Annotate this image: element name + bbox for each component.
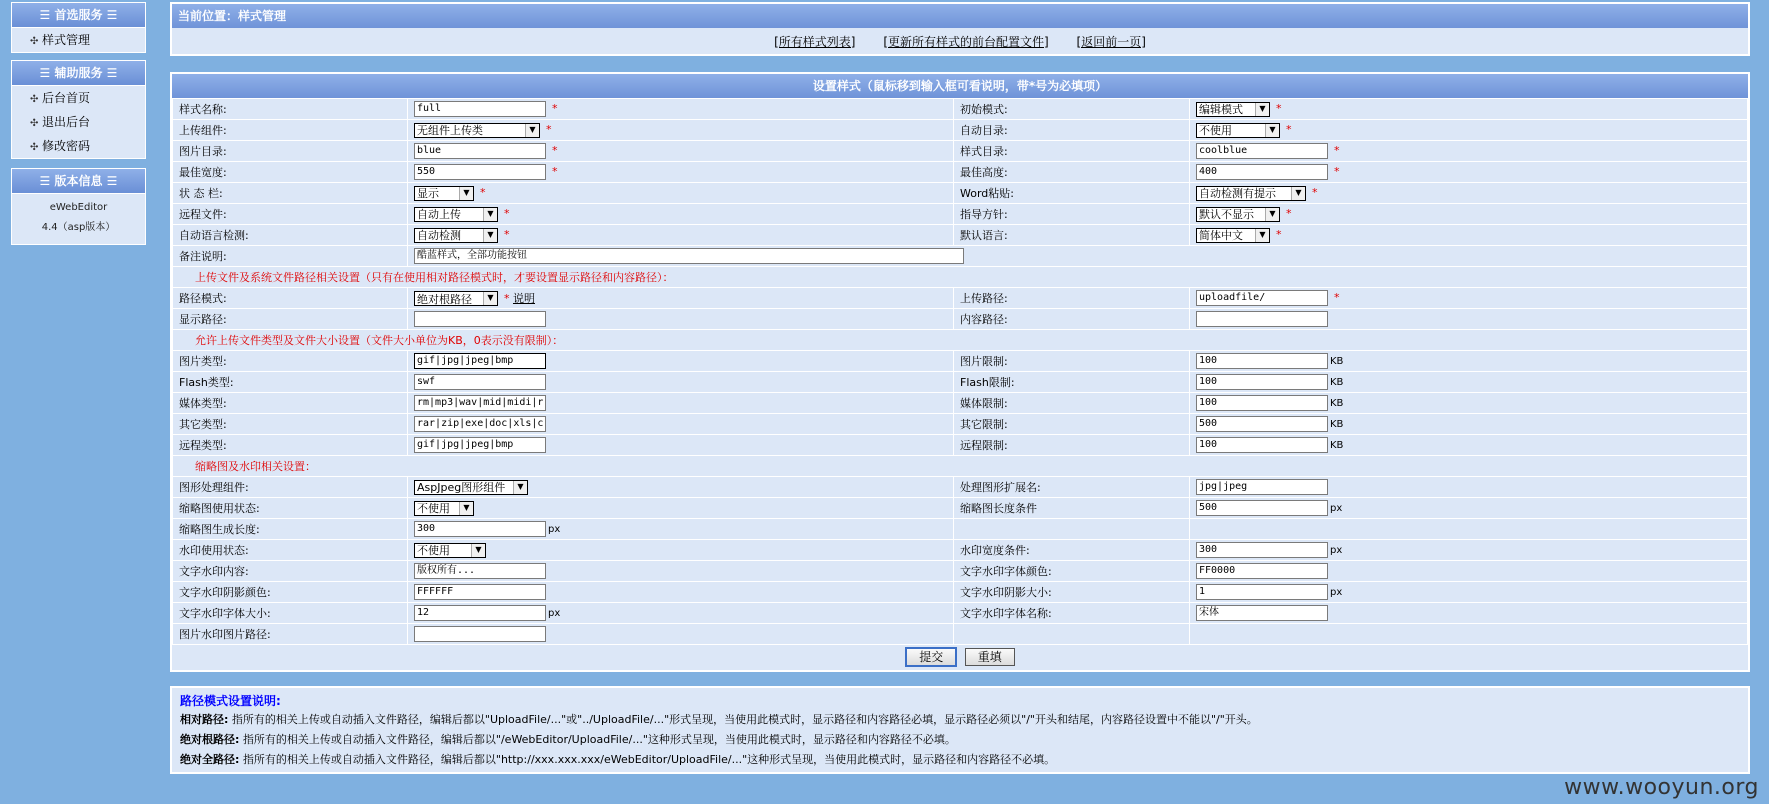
table-row: 图片水印图片路径: — [173, 624, 1748, 645]
watermark-image-path-input[interactable] — [414, 626, 546, 642]
remark-input[interactable]: 酷蓝样式，全部功能按钮 — [414, 248, 964, 264]
remote-limit-input[interactable]: 100 — [1196, 437, 1328, 453]
table-row: Flash类型: swf Flash限制: 100 KB — [173, 372, 1748, 393]
watermark-width-condition-input[interactable]: 300 — [1196, 542, 1328, 558]
link-go-back[interactable]: [返回前一页] — [1076, 35, 1146, 49]
style-directory-input[interactable]: coolblue — [1196, 143, 1328, 159]
other-limit-input[interactable]: 500 — [1196, 416, 1328, 432]
image-directory-input[interactable]: blue — [414, 143, 546, 159]
watermark-font-color-input[interactable]: FF0000 — [1196, 563, 1328, 579]
graphic-extensions-input[interactable]: jpg|jpeg — [1196, 479, 1328, 495]
site-watermark: www.wooyun.org — [1564, 775, 1759, 800]
table-row: 上传组件: 无组件上传类 ▼ * 自动目录: 不使用 ▼ * — [173, 120, 1748, 141]
auto-directory-select[interactable]: 不使用 ▼ — [1196, 123, 1280, 138]
table-row: 缩略图生成长度: 300 px — [173, 519, 1748, 540]
best-height-input[interactable]: 400 — [1196, 164, 1328, 180]
table-row: 状 态 栏: 显示 ▼ * Word粘贴: 自动检测有提示 ▼ * — [173, 183, 1748, 204]
upload-component-select[interactable]: 无组件上传类 ▼ — [414, 123, 540, 138]
form-title: 设置样式（鼠标移到输入框可看说明，带*号为必填项） — [172, 74, 1748, 98]
chevron-down-icon: ▼ — [525, 124, 539, 137]
default-language-select[interactable]: 简体中文 ▼ — [1196, 228, 1270, 243]
thumbnail-status-select[interactable]: 不使用 ▼ — [414, 501, 474, 516]
table-row: 缩略图使用状态: 不使用 ▼ 缩略图长度条件 500 px — [173, 498, 1748, 519]
chevron-down-icon: ▼ — [459, 502, 473, 515]
chevron-down-icon: ▼ — [513, 481, 527, 494]
remote-file-select[interactable]: 自动上传 ▼ — [414, 207, 498, 222]
guideline-select[interactable]: 默认不显示 ▼ — [1196, 207, 1280, 222]
chevron-down-icon: ▼ — [483, 229, 497, 242]
table-row: 其它类型: rar|zip|exe|doc|xls|c 其它限制: 500 KB — [173, 414, 1748, 435]
media-limit-input[interactable]: 100 — [1196, 395, 1328, 411]
chevron-down-icon: ▼ — [483, 292, 497, 305]
table-row: 路径模式: 绝对根路径 ▼ * 说明 上传路径: uploadfile/ * — [173, 288, 1748, 309]
table-row: 远程类型: gif|jpg|jpeg|bmp 远程限制: 100 KB — [173, 435, 1748, 456]
bullet-icon: ✣ — [30, 118, 39, 129]
sidebar-group-title: ☰ 版本信息 ☰ — [12, 169, 145, 194]
chevron-down-icon: ▼ — [1265, 208, 1279, 221]
status-bar-select[interactable]: 显示 ▼ — [414, 186, 474, 201]
bullet-icon: ✣ — [30, 36, 39, 47]
section-row — [173, 267, 1748, 288]
chevron-down-icon: ▼ — [1255, 103, 1269, 116]
table-row: 最佳宽度: 550 * 最佳高度: 400 * — [173, 162, 1748, 183]
section-row — [173, 330, 1748, 351]
graphics-component-select[interactable]: AspJpeg图形组件 ▼ — [414, 480, 528, 495]
thumbnail-length-input[interactable]: 300 — [414, 521, 546, 537]
table-row: 文字水印字体大小: 12 px 文字水印字体名称: 宋体 — [173, 603, 1748, 624]
flash-limit-input[interactable]: 100 — [1196, 374, 1328, 390]
sidebar-group-auxiliary — [11, 60, 146, 159]
settings-table — [172, 98, 1748, 645]
content-path-input[interactable] — [1196, 311, 1328, 327]
sidebar-group-title: ☰ 辅助服务 ☰ — [12, 61, 145, 86]
sidebar-item-logout[interactable]: ✣ 退出后台 — [12, 110, 145, 134]
submit-button[interactable]: 提交 — [905, 647, 957, 667]
path-mode-help — [170, 686, 1750, 774]
chevron-down-icon: ▼ — [483, 208, 497, 221]
table-row: 图片类型: gif|jpg|jpeg|bmp 图片限制: 100 KB — [173, 351, 1748, 372]
breadcrumb: 当前位置：样式管理 — [172, 4, 1748, 28]
remote-types-input[interactable]: gif|jpg|jpeg|bmp — [414, 437, 546, 453]
image-types-input[interactable]: gif|jpg|jpeg|bmp — [414, 353, 546, 369]
sidebar-group-preferred — [11, 2, 146, 53]
location-panel — [170, 2, 1750, 56]
chevron-down-icon: ▼ — [471, 544, 485, 557]
watermark-font-name-input[interactable]: 宋体 — [1196, 605, 1328, 621]
table-row: 样式名称: full * 初始模式: 编辑模式 ▼ * — [173, 99, 1748, 120]
watermark-status-select[interactable]: 不使用 ▼ — [414, 543, 486, 558]
watermark-shadow-size-input[interactable]: 1 — [1196, 584, 1328, 600]
sidebar-item-change-password[interactable]: ✣ 修改密码 — [12, 134, 145, 158]
link-update-config[interactable]: [更新所有样式的前台配置文件] — [883, 35, 1049, 49]
path-mode-select[interactable]: 绝对根路径 ▼ — [414, 291, 498, 306]
action-links — [172, 28, 1748, 56]
table-row: 备注说明: 酷蓝样式，全部功能按钮 — [173, 246, 1748, 267]
language-detect-select[interactable]: 自动检测 ▼ — [414, 228, 498, 243]
section-title-filetypes: 允许上传文件类型及文件大小设置（文件大小单位为KB，0表示没有限制）： — [173, 330, 1748, 351]
table-row: 媒体类型: rm|mp3|wav|mid|midi|r 媒体限制: 100 KB — [173, 393, 1748, 414]
help-line: 绝对根路径: 指所有的相关上传或自动插入文件路径，编辑后都以"/eWebEditor/UploadFile/..."这种形式呈现，当使用此模式时，显示路径和内容路径不必填。 — [180, 733, 956, 746]
link-all-styles[interactable]: [所有样式列表] — [774, 35, 856, 49]
help-line: 绝对全路径: 指所有的相关上传或自动插入文件路径，编辑后都以"http://xxx.xxx.xxx/eWebEditor/UploadFile/..."这种形式呈现，当使用此模式时，显示路径和内容路径不必填。 — [180, 753, 1056, 766]
help-title: 路径模式设置说明: — [180, 694, 281, 708]
bullet-icon: ✣ — [30, 142, 39, 153]
flash-types-input[interactable]: swf — [414, 374, 546, 390]
sidebar-item-admin-home[interactable]: ✣ 后台首页 — [12, 86, 145, 110]
sidebar-group-title: ☰ 首选服务 ☰ — [12, 3, 145, 28]
section-title-paths: 上传文件及系统文件路径相关设置（只有在使用相对路径模式时，才要设置显示路径和内容路径）： — [173, 267, 1748, 288]
initial-mode-select[interactable]: 编辑模式 ▼ — [1196, 102, 1270, 117]
form-buttons — [172, 645, 1748, 669]
display-path-input[interactable] — [414, 311, 546, 327]
best-width-input[interactable]: 550 — [414, 164, 546, 180]
style-name-input[interactable]: full — [414, 101, 546, 117]
sidebar-group-version — [11, 168, 146, 245]
section-title-thumbnail: 缩略图及水印相关设置： — [173, 456, 1748, 477]
table-row: 自动语言检测: 自动检测 ▼ * 默认语言: 简体中文 ▼ * — [173, 225, 1748, 246]
table-row: 图片目录: blue * 样式目录: coolblue * — [173, 141, 1748, 162]
media-types-input[interactable]: rm|mp3|wav|mid|midi|r — [414, 395, 546, 411]
thumbnail-length-condition-input[interactable]: 500 — [1196, 500, 1328, 516]
table-row: 远程文件: 自动上传 ▼ * 指导方针: 默认不显示 ▼ * — [173, 204, 1748, 225]
chevron-down-icon: ▼ — [1265, 124, 1279, 137]
watermark-font-size-input[interactable]: 12 — [414, 605, 546, 621]
table-row: 显示路径: 内容路径: — [173, 309, 1748, 330]
other-types-input[interactable]: rar|zip|exe|doc|xls|c — [414, 416, 546, 432]
style-settings-form — [170, 72, 1750, 672]
image-limit-input[interactable]: 100 — [1196, 353, 1328, 369]
table-row: 文字水印内容: 版权所有... 文字水印字体颜色: FF0000 — [173, 561, 1748, 582]
table-row: 文字水印阴影颜色: FFFFFF 文字水印阴影大小: 1 px — [173, 582, 1748, 603]
watermark-shadow-color-input[interactable]: FFFFFF — [414, 584, 546, 600]
upload-path-input[interactable]: uploadfile/ — [1196, 290, 1328, 306]
help-line: 相对路径: 指所有的相关上传或自动插入文件路径，编辑后都以"UploadFile/..."或"../UploadFile/..."形式呈现，当使用此模式时，显示路径和内容路径必填，显示路径必须以"/"开头和结尾，内容路径设置中不能以"/"开头。 — [180, 713, 1258, 726]
watermark-text-input[interactable]: 版权所有... — [414, 563, 546, 579]
table-row: 水印使用状态: 不使用 ▼ 水印宽度条件: 300 px — [173, 540, 1748, 561]
word-paste-select[interactable]: 自动检测有提示 ▼ — [1196, 186, 1306, 201]
chevron-down-icon: ▼ — [1255, 229, 1269, 242]
reset-button[interactable]: 重填 — [965, 648, 1015, 666]
version-info: eWebEditor 4.4（asp版本） — [41, 202, 116, 233]
chevron-down-icon: ▼ — [1291, 187, 1305, 200]
path-mode-help-link[interactable]: 说明 — [513, 291, 535, 305]
bullet-icon: ✣ — [30, 94, 39, 105]
table-row: 图形处理组件: AspJpeg图形组件 ▼ 处理图形扩展名: jpg|jpeg — [173, 477, 1748, 498]
section-row — [173, 456, 1748, 477]
chevron-down-icon: ▼ — [459, 187, 473, 200]
sidebar-item-style-manage[interactable]: ✣ 样式管理 — [12, 28, 145, 52]
